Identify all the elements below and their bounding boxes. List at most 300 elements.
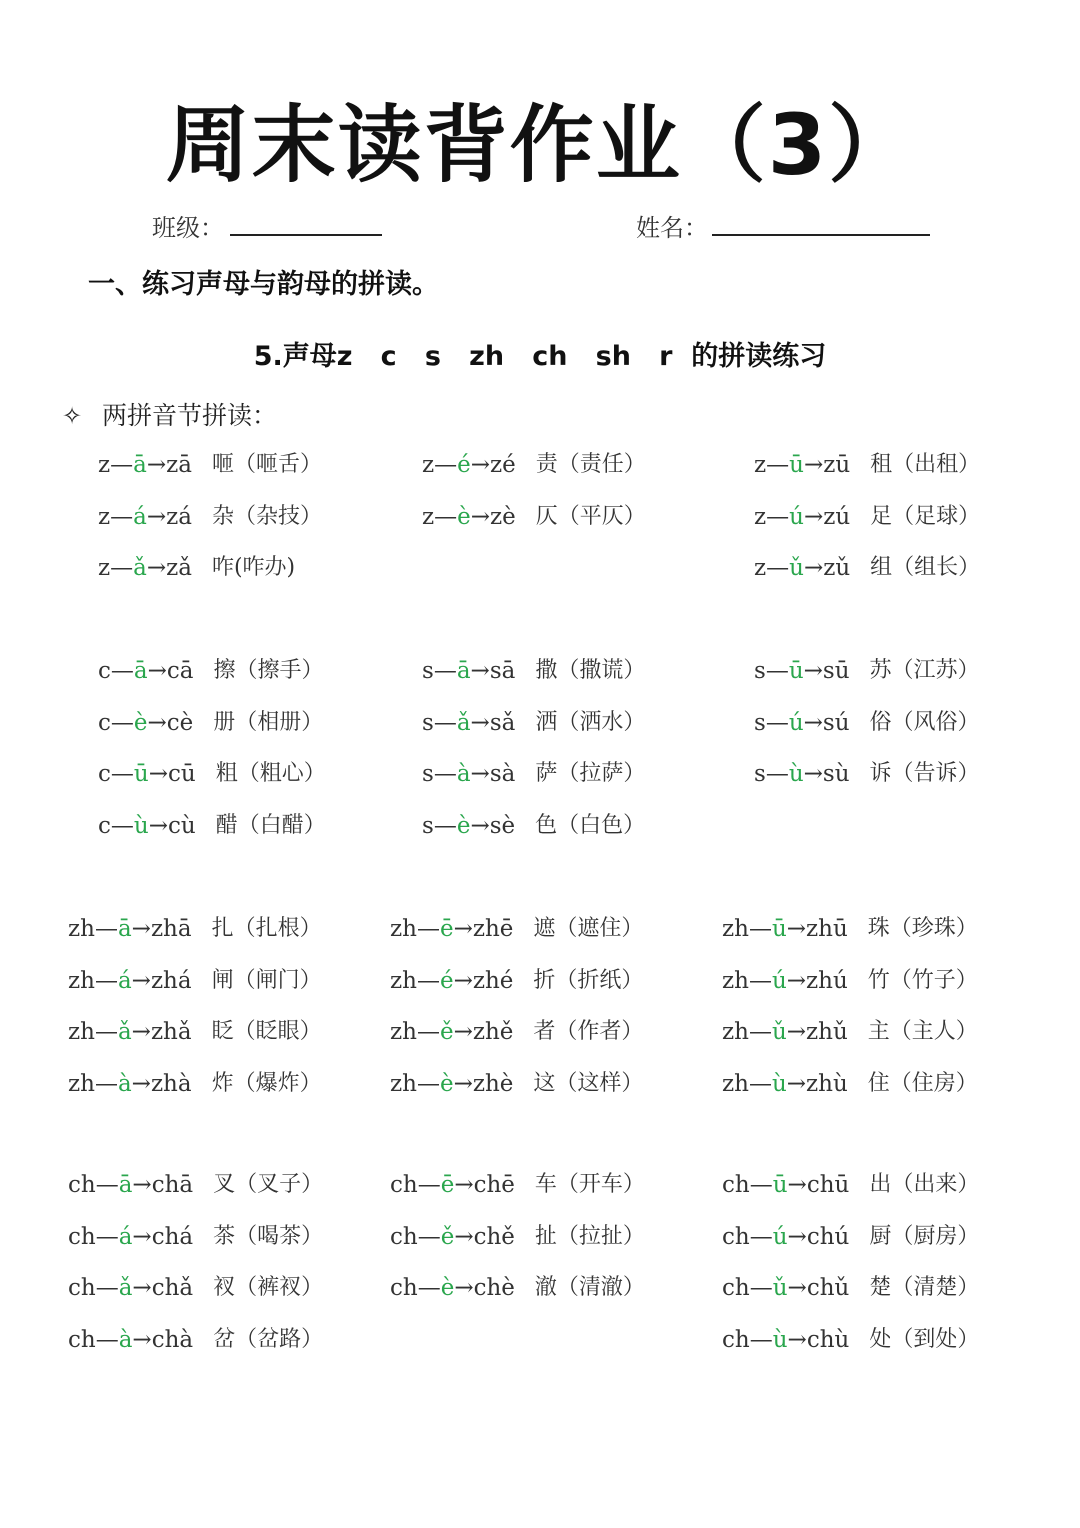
syllable: zhǔ <box>806 1019 848 1045</box>
syllable-entry <box>68 1015 322 1049</box>
dash-separator: — <box>94 916 118 942</box>
syllable-entry <box>422 448 646 482</box>
syllable: zǎ <box>166 555 192 581</box>
final-vowel: ā <box>118 1172 133 1198</box>
arrow-icon: → <box>803 452 824 478</box>
initial-letter: s <box>422 812 434 839</box>
chinese-word: 扎（扎根） <box>211 916 322 941</box>
arrow-icon: → <box>786 916 807 942</box>
syllable: cū <box>168 761 196 787</box>
initial-letter: z <box>98 555 111 581</box>
dash-separator: — <box>110 812 134 839</box>
final-vowel: á <box>117 967 132 994</box>
syllable: cā <box>166 658 194 684</box>
arrow-icon: → <box>146 452 167 478</box>
arrow-icon: → <box>131 967 151 994</box>
syllable: chā <box>151 1172 194 1198</box>
final-vowel: á <box>133 503 147 530</box>
dash-separator: — <box>416 916 440 942</box>
initial-letter: c <box>98 658 111 684</box>
arrow-icon: → <box>470 709 490 736</box>
final-vowel: á <box>118 1223 133 1250</box>
arrow-icon: → <box>787 1223 807 1250</box>
chinese-word: 撒（撒谎） <box>535 658 646 683</box>
chinese-word: 折（折纸） <box>533 967 644 993</box>
syllable-entry <box>98 551 295 585</box>
syllable: chà <box>151 1326 194 1353</box>
initial-letter: zh <box>68 967 95 994</box>
initial-letter: zh <box>390 1019 417 1045</box>
initial-letter: z <box>754 555 767 581</box>
chinese-word: 出（出来） <box>869 1172 980 1197</box>
initial-letter: c <box>98 761 111 787</box>
final-vowel: ú <box>772 1223 788 1250</box>
chinese-word: 册（相册） <box>213 709 324 735</box>
dash-separator: — <box>110 452 134 478</box>
syllable-entry <box>98 809 326 843</box>
syllable: sú <box>822 709 850 736</box>
final-vowel: ā <box>456 658 471 684</box>
syllable: zú <box>823 503 851 530</box>
initial-letter: ch <box>722 1275 750 1301</box>
chinese-word: 苏（江苏） <box>869 658 980 683</box>
initial-letter: ch <box>68 1326 96 1353</box>
chinese-word: 楚（清楚） <box>869 1275 980 1300</box>
syllable-entry <box>98 654 324 688</box>
syllable: chě <box>473 1223 515 1250</box>
subsection-heading <box>62 396 277 432</box>
syllable: chē <box>473 1172 515 1198</box>
syllable-entry <box>722 912 978 946</box>
chinese-word: 炸（爆炸） <box>211 1070 322 1096</box>
initial-letter: z <box>754 452 767 478</box>
final-vowel: ú <box>788 709 804 736</box>
syllable: chú <box>806 1223 850 1250</box>
syllable-entry <box>754 551 980 585</box>
chinese-word: 叉（叉子） <box>213 1172 324 1197</box>
initial-letter: zh <box>68 1070 95 1097</box>
sparkle-icon: ✧ <box>62 402 83 430</box>
final-vowel: ú <box>789 503 804 530</box>
syllable: zè <box>490 503 516 530</box>
chinese-word: 澈（清澈） <box>534 1275 645 1300</box>
syllable-entry <box>754 706 980 740</box>
final-vowel: ě <box>440 1223 455 1250</box>
final-vowel: ū <box>789 452 804 478</box>
syllable: zhè <box>472 1070 514 1097</box>
final-vowel: ū <box>771 916 787 942</box>
initial-letter: s <box>422 761 434 787</box>
dash-separator: — <box>434 503 458 530</box>
syllable-entry <box>390 1220 645 1254</box>
arrow-icon: → <box>803 709 823 736</box>
initial-letter: ch <box>722 1326 750 1353</box>
initial-letter: zh <box>390 1070 417 1097</box>
dash-separator: — <box>748 1070 772 1097</box>
chinese-word: 组（组长） <box>870 555 981 580</box>
chinese-word: 仄（平仄） <box>535 503 646 529</box>
dash-separator: — <box>110 709 134 736</box>
final-vowel: é <box>457 452 471 478</box>
dash-separator: — <box>433 658 457 684</box>
final-vowel: ū <box>788 658 804 684</box>
chinese-word: 咂（咂舌） <box>211 452 322 477</box>
name-blank-line[interactable] <box>712 234 930 236</box>
dash-separator: — <box>95 1326 119 1353</box>
chinese-word: 杂（杂技） <box>211 503 322 529</box>
syllable: chè <box>473 1275 515 1301</box>
arrow-icon: → <box>803 503 824 530</box>
initial-letter: z <box>422 452 435 478</box>
syllable: zhú <box>806 967 848 994</box>
initial-letter: s <box>754 761 766 787</box>
chinese-word: 遮（遮住） <box>533 916 644 941</box>
final-vowel: ū <box>133 761 149 787</box>
initial-letter: ch <box>390 1172 418 1198</box>
arrow-icon: → <box>786 1019 807 1045</box>
initial-letter: zh <box>390 916 417 942</box>
initial-letter: ch <box>390 1223 418 1250</box>
chinese-word: 者（作者） <box>533 1019 644 1044</box>
syllable: zhě <box>472 1019 514 1045</box>
initial-letter: s <box>422 709 434 736</box>
chinese-word: 诉（告诉） <box>869 761 980 786</box>
initial-letter: zh <box>390 967 417 994</box>
final-vowel: ù <box>788 761 804 787</box>
chinese-word: 闸（闸门） <box>211 967 322 993</box>
dash-separator: — <box>110 555 134 581</box>
dash-separator: — <box>95 1172 119 1198</box>
syllable-entry <box>754 654 980 688</box>
dash-separator: — <box>749 1275 773 1301</box>
page-title: 周末读背作业（3） <box>165 96 915 194</box>
chinese-word: 这（这样） <box>533 1070 644 1096</box>
final-vowel: à <box>118 1326 133 1353</box>
final-vowel: ū <box>772 1172 788 1198</box>
arrow-icon: → <box>470 452 491 478</box>
syllable-entry <box>722 1323 979 1357</box>
final-vowel: à <box>456 761 471 787</box>
syllable-entry <box>98 500 322 534</box>
initial-letter: c <box>98 709 111 736</box>
final-vowel: ā <box>133 452 147 478</box>
dash-separator: — <box>416 1019 440 1045</box>
dash-separator: — <box>433 761 457 787</box>
syllable: sà <box>489 761 516 787</box>
syllable: zū <box>823 452 851 478</box>
arrow-icon: → <box>146 503 167 530</box>
dash-separator: — <box>417 1223 441 1250</box>
syllable: sā <box>489 658 516 684</box>
arrow-icon: → <box>787 1326 807 1353</box>
syllable-entry <box>722 1271 979 1305</box>
chinese-word: 粗（粗心） <box>215 761 326 786</box>
syllable-entry <box>722 964 978 998</box>
chinese-word: 车（开车） <box>534 1172 645 1197</box>
syllable-entry <box>68 1323 323 1357</box>
arrow-icon: → <box>787 1275 807 1301</box>
chinese-word: 茶（喝茶） <box>213 1223 324 1249</box>
dash-separator: — <box>765 761 789 787</box>
syllable: zhá <box>150 967 192 994</box>
arrow-icon: → <box>147 709 167 736</box>
syllable: zhē <box>472 916 514 942</box>
initial-letter: z <box>98 452 111 478</box>
chinese-word: 住（住房） <box>867 1070 978 1096</box>
dash-separator: — <box>94 967 118 994</box>
syllable-entry <box>722 1220 979 1254</box>
syllable-entry <box>422 500 646 534</box>
dash-separator: — <box>749 1223 773 1250</box>
arrow-icon: → <box>454 1275 474 1301</box>
class-label: 班级： <box>152 214 224 242</box>
arrow-icon: → <box>786 1070 807 1097</box>
syllable: zhā <box>150 916 192 942</box>
dash-separator: — <box>95 1223 119 1250</box>
arrow-icon: → <box>453 967 473 994</box>
dash-separator: — <box>416 1070 440 1097</box>
initial-letter: zh <box>722 1070 749 1097</box>
exercise-subtitle: 5.声母z c s zh ch sh r 的拼读练习 <box>253 341 827 372</box>
final-vowel: ù <box>771 1070 787 1097</box>
initial-letter: z <box>98 503 111 530</box>
final-vowel: ǎ <box>133 555 147 581</box>
chinese-word: 扯（拉扯） <box>534 1223 645 1249</box>
initial-letter: s <box>754 709 766 736</box>
syllable: chǔ <box>806 1275 850 1301</box>
chinese-word: 处（到处） <box>869 1326 980 1352</box>
arrow-icon: → <box>470 761 490 787</box>
arrow-icon: → <box>786 967 807 994</box>
chinese-word: 眨（眨眼） <box>211 1019 322 1044</box>
chinese-word: 色（白色） <box>535 812 646 838</box>
final-vowel: è <box>456 812 471 839</box>
final-vowel: à <box>117 1070 132 1097</box>
initial-letter: c <box>98 812 111 839</box>
dash-separator: — <box>416 967 440 994</box>
final-vowel: ā <box>117 916 132 942</box>
dash-separator: — <box>765 709 789 736</box>
syllable-entry <box>422 757 645 791</box>
initial-letter: z <box>754 503 767 530</box>
syllable: chū <box>806 1172 850 1198</box>
chinese-word: 厨（厨房） <box>869 1223 980 1249</box>
chinese-word: 衩（裤衩） <box>213 1275 324 1300</box>
dash-separator: — <box>766 503 790 530</box>
name-label: 姓名： <box>636 214 708 242</box>
chinese-word: 主（主人） <box>867 1019 978 1044</box>
chinese-word: 租（出租） <box>870 452 981 477</box>
initial-letter: zh <box>68 1019 95 1045</box>
dash-separator: — <box>748 1019 772 1045</box>
initial-letter: ch <box>390 1275 418 1301</box>
dash-separator: — <box>110 503 134 530</box>
syllable: chù <box>806 1326 850 1353</box>
initial-letter: ch <box>722 1172 750 1198</box>
syllable-entry <box>422 809 645 843</box>
arrow-icon: → <box>454 1172 474 1198</box>
arrow-icon: → <box>453 1019 473 1045</box>
syllable-entry <box>722 1015 978 1049</box>
syllable-entry <box>390 964 643 998</box>
class-blank-line[interactable] <box>230 234 382 236</box>
syllable: sù <box>822 761 850 787</box>
dash-separator: — <box>94 1070 118 1097</box>
chinese-word: 足（足球） <box>870 503 981 529</box>
dash-separator: — <box>433 709 457 736</box>
final-vowel: ǎ <box>456 709 471 736</box>
arrow-icon: → <box>453 916 473 942</box>
chinese-word: 擦（擦手） <box>213 658 324 683</box>
syllable-entry <box>390 1271 645 1305</box>
syllable-entry <box>68 964 322 998</box>
final-vowel: è <box>133 709 148 736</box>
chinese-word: 洒（洒水） <box>535 709 646 735</box>
initial-letter: zh <box>722 1019 749 1045</box>
dash-separator: — <box>434 452 458 478</box>
final-vowel: è <box>439 1070 454 1097</box>
final-vowel: ē <box>439 916 454 942</box>
syllable: zhà <box>150 1070 192 1097</box>
dash-separator: — <box>433 812 457 839</box>
syllable-entry <box>754 448 980 482</box>
arrow-icon: → <box>147 658 167 684</box>
syllable-entry <box>390 1168 645 1202</box>
initial-letter: zh <box>722 967 749 994</box>
syllable-entry <box>754 757 980 791</box>
syllable-entry <box>68 1067 322 1101</box>
syllable-entry <box>422 654 645 688</box>
dash-separator: — <box>748 967 772 994</box>
syllable: zhù <box>806 1070 848 1097</box>
syllable: zá <box>166 503 192 530</box>
syllable: cù <box>168 812 196 839</box>
syllable: chá <box>151 1223 194 1250</box>
initial-letter: z <box>422 503 435 530</box>
arrow-icon: → <box>132 1326 152 1353</box>
initial-letter: ch <box>68 1172 96 1198</box>
final-vowel: ù <box>133 812 149 839</box>
syllable: zhū <box>806 916 848 942</box>
syllable-entry <box>98 706 323 740</box>
syllable: zhǎ <box>150 1019 192 1045</box>
subsection-label: 两拼音节拼读： <box>102 401 278 430</box>
final-vowel: è <box>457 503 471 530</box>
initial-letter: ch <box>722 1223 750 1250</box>
syllable: chǎ <box>151 1275 194 1301</box>
syllable-entry <box>68 912 322 946</box>
arrow-icon: → <box>148 761 168 787</box>
syllable: zé <box>490 452 516 478</box>
arrow-icon: → <box>787 1172 807 1198</box>
dash-separator: — <box>766 452 790 478</box>
final-vowel: è <box>440 1275 455 1301</box>
chinese-word: 责（责任） <box>535 452 646 477</box>
dash-separator: — <box>417 1275 441 1301</box>
final-vowel: ē <box>440 1172 455 1198</box>
chinese-word: 俗（风俗） <box>869 709 980 735</box>
syllable: sǎ <box>489 709 516 736</box>
dash-separator: — <box>766 555 790 581</box>
arrow-icon: → <box>470 812 490 839</box>
dash-separator: — <box>110 761 134 787</box>
dash-separator: — <box>748 916 772 942</box>
arrow-icon: → <box>470 503 491 530</box>
syllable-entry <box>68 1168 323 1202</box>
syllable-entry <box>722 1168 979 1202</box>
final-vowel: ǔ <box>771 1019 787 1045</box>
initial-letter: zh <box>722 916 749 942</box>
syllable: cè <box>166 709 194 736</box>
syllable-entry <box>390 912 643 946</box>
final-vowel: ú <box>771 967 787 994</box>
chinese-word: 竹（竹子） <box>867 967 978 993</box>
arrow-icon: → <box>803 761 823 787</box>
syllable-entry <box>754 500 980 534</box>
arrow-icon: → <box>131 916 151 942</box>
syllable-entry <box>422 706 645 740</box>
initial-letter: s <box>422 658 434 684</box>
chinese-word: 珠（珍珠） <box>867 916 978 941</box>
final-vowel: ā <box>133 658 148 684</box>
final-vowel: ǔ <box>789 555 804 581</box>
dash-separator: — <box>95 1275 119 1301</box>
chinese-word: 岔（岔路） <box>213 1326 324 1352</box>
arrow-icon: → <box>132 1223 152 1250</box>
arrow-icon: → <box>131 1070 151 1097</box>
syllable: zā <box>166 452 192 478</box>
syllable: sè <box>489 812 516 839</box>
arrow-icon: → <box>148 812 168 839</box>
arrow-icon: → <box>131 1019 151 1045</box>
dash-separator: — <box>110 658 134 684</box>
dash-separator: — <box>765 658 789 684</box>
final-vowel: ù <box>772 1326 788 1353</box>
arrow-icon: → <box>470 658 490 684</box>
syllable: sū <box>822 658 850 684</box>
arrow-icon: → <box>132 1172 152 1198</box>
final-vowel: é <box>439 967 454 994</box>
syllable-entry <box>390 1067 643 1101</box>
syllable-entry <box>390 1015 643 1049</box>
arrow-icon: → <box>453 1070 473 1097</box>
section-heading: 一、练习声母与韵母的拼读。 <box>88 269 439 300</box>
arrow-icon: → <box>454 1223 474 1250</box>
syllable: zǔ <box>823 555 851 581</box>
syllable: zhé <box>472 967 514 994</box>
chinese-word: 萨（拉萨） <box>535 761 646 786</box>
initial-letter: ch <box>68 1275 96 1301</box>
arrow-icon: → <box>803 658 823 684</box>
syllable-entry <box>98 757 326 791</box>
final-vowel: ǔ <box>772 1275 788 1301</box>
chinese-word: 咋(咋办) <box>211 555 296 580</box>
syllable-entry <box>68 1271 323 1305</box>
initial-letter: zh <box>68 916 95 942</box>
final-vowel: ǎ <box>117 1019 132 1045</box>
final-vowel: ě <box>439 1019 454 1045</box>
arrow-icon: → <box>132 1275 152 1301</box>
dash-separator: — <box>417 1172 441 1198</box>
chinese-word: 醋（白醋） <box>215 812 326 838</box>
dash-separator: — <box>749 1172 773 1198</box>
initial-letter: s <box>754 658 766 684</box>
dash-separator: — <box>94 1019 118 1045</box>
dash-separator: — <box>749 1326 773 1353</box>
arrow-icon: → <box>146 555 167 581</box>
syllable-entry <box>722 1067 978 1101</box>
initial-letter: ch <box>68 1223 96 1250</box>
